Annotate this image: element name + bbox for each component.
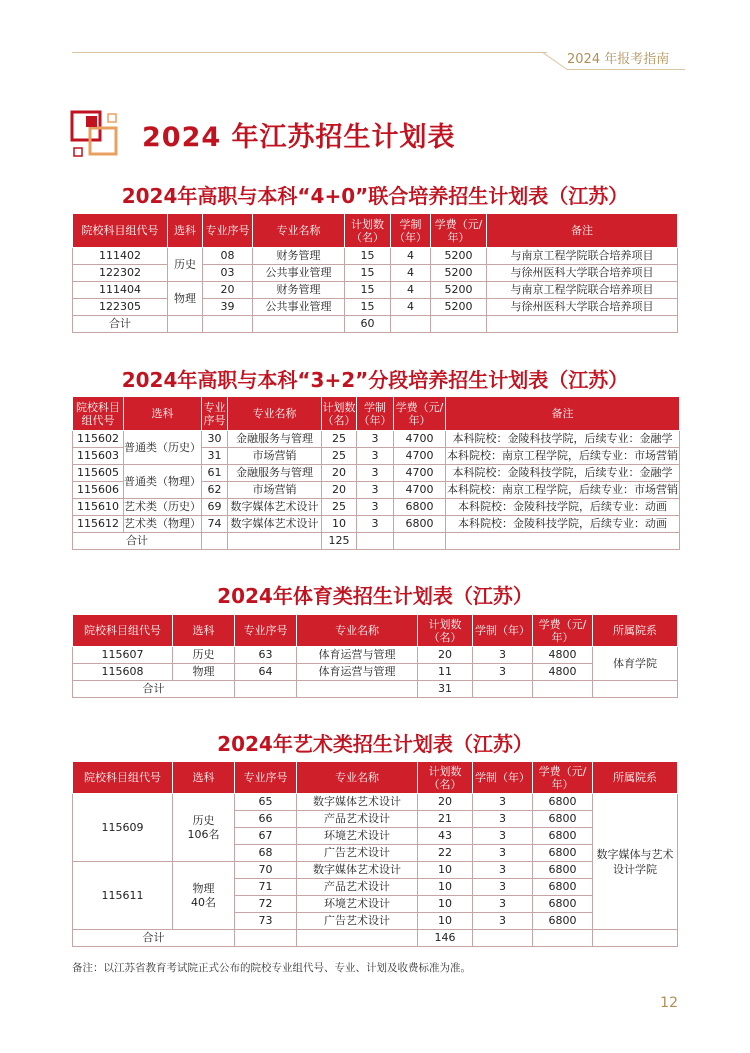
cell: 25 (322, 431, 357, 448)
col-header: 学费（元/年） (394, 397, 446, 431)
cell: 3 (473, 794, 533, 811)
cell: 6800 (533, 879, 593, 896)
cell: 4700 (394, 448, 446, 465)
col-header: 专业序号 (235, 615, 297, 647)
col-header: 院校科目组代号 (73, 615, 173, 647)
cell: 6800 (533, 828, 593, 845)
cell: 20 (322, 482, 357, 499)
table-row (73, 299, 678, 316)
cell: 122305 (73, 299, 168, 316)
cell: 115610 (73, 499, 124, 516)
table-row (73, 465, 680, 482)
col-header: 专业名称 (228, 397, 322, 431)
subject-count: 106名 (187, 827, 220, 841)
cell: 64 (235, 664, 297, 681)
cell: 3 (473, 913, 533, 930)
total-row (73, 316, 678, 333)
cell: 115612 (73, 516, 124, 533)
cell: 4700 (394, 431, 446, 448)
cell: 4 (391, 265, 431, 282)
cell: 5200 (431, 299, 487, 316)
total-value: 146 (418, 930, 473, 947)
cell: 10 (322, 516, 357, 533)
col-header: 院校科目组代号 (73, 214, 168, 248)
total-value: 60 (345, 316, 391, 333)
cell: 20 (322, 465, 357, 482)
cell: 本科院校：金陵科技学院，后续专业：金融学 (446, 431, 680, 448)
col-header: 计划数（名） (322, 397, 357, 431)
total-row (73, 681, 678, 698)
cell: 3 (357, 465, 394, 482)
header-rule (72, 52, 547, 53)
total-label: 合计 (73, 681, 235, 698)
running-header-title: 2024 年报考指南 (567, 52, 670, 67)
cell: 3 (473, 664, 533, 681)
subject-label: 物理 (192, 881, 215, 895)
col-header: 选科 (124, 397, 202, 431)
cell: 5200 (431, 248, 487, 265)
cell: 61 (202, 465, 228, 482)
cell: 115603 (73, 448, 124, 465)
cell: 115608 (73, 664, 173, 681)
group-subject (173, 862, 235, 930)
dept-cell: 体育学院 (593, 647, 678, 681)
cell: 22 (418, 845, 473, 862)
page-title: 2024 年江苏招生计划表 (142, 122, 456, 153)
col-header: 所属院系 (593, 615, 678, 647)
cell: 本科院校：南京工程学院，后续专业：市场营销 (446, 482, 680, 499)
cell: 数字媒体艺术设计 (228, 516, 322, 533)
cell: 20 (203, 282, 253, 299)
cell: 115605 (73, 465, 124, 482)
cell: 数字媒体艺术设计 (228, 499, 322, 516)
cell: 财务管理 (253, 282, 345, 299)
cell: 3 (357, 516, 394, 533)
cell: 4 (391, 299, 431, 316)
cell: 72 (235, 896, 297, 913)
table2-title: 2024年高职与本科“3+2”分段培养招生计划表（江苏） (121, 368, 629, 392)
col-header: 选科 (173, 615, 235, 647)
cell: 39 (203, 299, 253, 316)
cell: 10 (418, 862, 473, 879)
cell: 122302 (73, 265, 168, 282)
cell: 数字媒体艺术设计 (297, 794, 418, 811)
cell: 73 (235, 913, 297, 930)
cell: 15 (345, 248, 391, 265)
table-row (73, 499, 680, 516)
cell: 3 (473, 811, 533, 828)
cell: 21 (418, 811, 473, 828)
table3-title: 2024年体育类招生计划表（江苏） (217, 584, 533, 608)
cell: 4700 (394, 482, 446, 499)
cell: 物理 (168, 282, 203, 316)
cell: 数字媒体艺术设计 (297, 862, 418, 879)
cell: 艺术类（物理） (124, 516, 202, 533)
table-row (73, 794, 678, 811)
cell: 6800 (533, 913, 593, 930)
dept-line: 设计学院 (613, 862, 657, 876)
col-header: 专业序号 (202, 397, 228, 431)
cell: 6800 (394, 499, 446, 516)
cell: 产品艺术设计 (297, 879, 418, 896)
cell: 与徐州医科大学联合培养项目 (487, 265, 678, 282)
total-label: 合计 (73, 930, 235, 947)
total-value: 125 (322, 533, 357, 550)
group-code: 115609 (73, 794, 173, 862)
cell: 68 (235, 845, 297, 862)
col-header: 学制（年） (391, 214, 431, 248)
cell: 普通类（物理） (124, 465, 202, 499)
cell: 111402 (73, 248, 168, 265)
cell: 111404 (73, 282, 168, 299)
table1-title: 2024年高职与本科“4+0”联合培养招生计划表（江苏） (121, 184, 629, 208)
cell: 25 (322, 448, 357, 465)
cell: 环境艺术设计 (297, 828, 418, 845)
cell: 43 (418, 828, 473, 845)
table-row (73, 282, 678, 299)
col-header: 专业序号 (235, 762, 297, 794)
total-label: 合计 (73, 316, 168, 333)
cell: 115602 (73, 431, 124, 448)
cell: 3 (473, 896, 533, 913)
cell: 艺术类（历史） (124, 499, 202, 516)
cell: 3 (473, 845, 533, 862)
cell: 6800 (533, 811, 593, 828)
group-subject (173, 794, 235, 862)
col-header: 学费（元/年） (431, 214, 487, 248)
cell: 74 (202, 516, 228, 533)
cell: 3 (473, 879, 533, 896)
cell: 金融服务与管理 (228, 431, 322, 448)
cell: 6800 (533, 896, 593, 913)
col-header: 备注 (446, 397, 680, 431)
header-rule-underline (567, 69, 685, 70)
cell: 67 (235, 828, 297, 845)
col-header: 选科 (168, 214, 203, 248)
cell: 115607 (73, 647, 173, 664)
cell: 15 (345, 282, 391, 299)
cell: 与南京工程学院联合培养项目 (487, 282, 678, 299)
cell: 25 (322, 499, 357, 516)
cell: 5200 (431, 265, 487, 282)
cell: 广告艺术设计 (297, 845, 418, 862)
total-row (73, 930, 678, 947)
cell: 物理 (173, 664, 235, 681)
cell: 3 (473, 828, 533, 845)
cell: 71 (235, 879, 297, 896)
cell: 4800 (533, 664, 593, 681)
table-row (73, 664, 678, 681)
cell: 4800 (533, 647, 593, 664)
cell: 广告艺术设计 (297, 913, 418, 930)
col-header: 学费（元/年） (533, 615, 593, 647)
cell: 市场营销 (228, 482, 322, 499)
table4 (72, 761, 678, 947)
col-header: 专业名称 (297, 615, 418, 647)
cell: 历史 (168, 248, 203, 282)
subject-label: 历史 (192, 813, 215, 827)
table4-title: 2024年艺术类招生计划表（江苏） (217, 732, 533, 756)
col-header: 院校科目组代号 (73, 762, 173, 794)
cell: 65 (235, 794, 297, 811)
col-header: 计划数（名） (418, 615, 473, 647)
header-rule-slant (542, 52, 567, 70)
col-header: 学费（元/年） (533, 762, 593, 794)
col-header: 学制（年） (473, 615, 533, 647)
col-header: 学制（年） (473, 762, 533, 794)
cell: 本科院校：金陵科技学院，后续专业：金融学 (446, 465, 680, 482)
cell: 63 (235, 647, 297, 664)
cell: 66 (235, 811, 297, 828)
cell: 31 (202, 448, 228, 465)
cell: 03 (203, 265, 253, 282)
cell: 历史 (173, 647, 235, 664)
cell: 70 (235, 862, 297, 879)
total-label: 合计 (73, 533, 202, 550)
cell: 本科院校：金陵科技学院，后续专业：动画 (446, 516, 680, 533)
cell: 3 (473, 862, 533, 879)
dept-cell (593, 794, 678, 930)
col-header: 学制（年） (357, 397, 394, 431)
cell: 6800 (394, 516, 446, 533)
table-row (73, 862, 678, 879)
cell: 6800 (533, 794, 593, 811)
col-header: 专业序号 (203, 214, 253, 248)
cell: 与南京工程学院联合培养项目 (487, 248, 678, 265)
cell: 30 (202, 431, 228, 448)
dept-line: 数字媒体与艺术 (596, 847, 674, 861)
cell: 10 (418, 896, 473, 913)
cell: 金融服务与管理 (228, 465, 322, 482)
cell: 10 (418, 913, 473, 930)
col-header: 计划数（名） (418, 762, 473, 794)
footnote: 备注：以江苏省教育考试院正式公布的院校专业组代号、专业、计划及收费标准为准。 (72, 962, 471, 974)
cell: 体育运营与管理 (297, 664, 418, 681)
total-value: 31 (418, 681, 473, 698)
cell: 4 (391, 282, 431, 299)
col-header: 专业名称 (253, 214, 345, 248)
table1 (72, 213, 678, 333)
cell: 11 (418, 664, 473, 681)
cell: 20 (418, 647, 473, 664)
table-row (73, 265, 678, 282)
cell: 4 (391, 248, 431, 265)
table-row (73, 516, 680, 533)
cell: 5200 (431, 282, 487, 299)
cell: 20 (418, 794, 473, 811)
section-logo-icon (70, 110, 122, 162)
cell: 市场营销 (228, 448, 322, 465)
cell: 15 (345, 265, 391, 282)
col-header: 院校科目组代号 (73, 397, 124, 431)
cell: 08 (203, 248, 253, 265)
subject-count: 40名 (191, 895, 216, 909)
cell: 10 (418, 879, 473, 896)
table2 (72, 396, 680, 550)
cell: 4700 (394, 465, 446, 482)
group-code: 115611 (73, 862, 173, 930)
cell: 本科院校：南京工程学院，后续专业：市场营销 (446, 448, 680, 465)
cell: 6800 (533, 845, 593, 862)
cell: 3 (357, 499, 394, 516)
total-row (73, 533, 680, 550)
cell: 62 (202, 482, 228, 499)
col-header: 选科 (173, 762, 235, 794)
table-row (73, 647, 678, 664)
table-row (73, 431, 680, 448)
page-number: 12 (660, 995, 678, 1011)
cell: 普通类（历史） (124, 431, 202, 465)
cell: 环境艺术设计 (297, 896, 418, 913)
cell: 3 (357, 431, 394, 448)
col-header: 所属院系 (593, 762, 678, 794)
cell: 与徐州医科大学联合培养项目 (487, 299, 678, 316)
col-header: 专业名称 (297, 762, 418, 794)
cell: 3 (357, 448, 394, 465)
cell: 本科院校：金陵科技学院，后续专业：动画 (446, 499, 680, 516)
cell: 15 (345, 299, 391, 316)
table3 (72, 614, 678, 698)
cell: 3 (473, 647, 533, 664)
cell: 公共事业管理 (253, 265, 345, 282)
cell: 体育运营与管理 (297, 647, 418, 664)
col-header: 备注 (487, 214, 678, 248)
col-header: 计划数（名） (345, 214, 391, 248)
cell: 69 (202, 499, 228, 516)
table-row (73, 248, 678, 265)
cell: 财务管理 (253, 248, 345, 265)
cell: 3 (357, 482, 394, 499)
cell: 115606 (73, 482, 124, 499)
cell: 6800 (533, 862, 593, 879)
cell: 产品艺术设计 (297, 811, 418, 828)
cell: 公共事业管理 (253, 299, 345, 316)
